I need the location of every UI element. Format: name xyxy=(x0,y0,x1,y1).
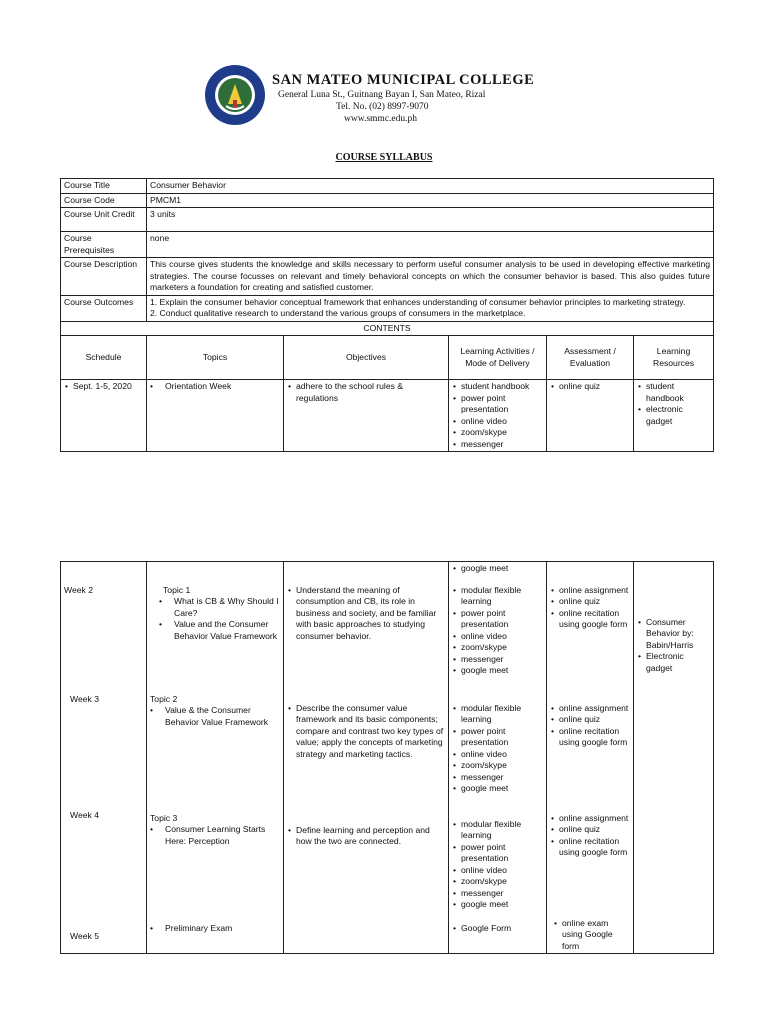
info-label: Course Title xyxy=(61,179,147,194)
col-objectives: Objectives xyxy=(284,336,449,380)
syllabus-table-continued xyxy=(60,561,714,954)
assessment-item: • online quiz xyxy=(550,596,630,608)
col-resources: Learning Resources xyxy=(634,336,714,380)
column-header-row xyxy=(61,336,714,380)
info-row xyxy=(61,208,714,232)
activity-item: • zoom/skype xyxy=(452,876,543,888)
activity-item: • google meet xyxy=(452,665,543,677)
activity-item: • google meet xyxy=(452,563,543,575)
topic-item: • Orientation Week xyxy=(150,381,280,393)
syllabus-table xyxy=(60,178,714,452)
info-value xyxy=(147,295,714,321)
resource-item: • Consumer Behavior by: Babin/Harris xyxy=(637,617,710,652)
topic-item: • Value and the Consumer Behavior Value Framework xyxy=(159,619,280,642)
info-row xyxy=(61,232,714,258)
week-label: Week 3 xyxy=(70,693,99,704)
assessment-item: • online recitation using google form xyxy=(550,608,630,631)
info-row xyxy=(61,258,714,296)
activity-item: • google meet xyxy=(452,899,543,911)
topic-item: • Consumer Learning Starts Here: Perception xyxy=(150,824,280,847)
table-row xyxy=(61,917,714,954)
assessment-item: • online recitation using google form xyxy=(550,726,630,749)
info-label: Course Unit Credit xyxy=(61,208,147,232)
table-row xyxy=(61,693,714,809)
college-tel: Tel. No. (02) 8997-9070 xyxy=(336,102,429,112)
activity-item: • messenger xyxy=(452,772,543,784)
col-activities: Learning Activities / Mode of Delivery xyxy=(449,336,547,380)
week-label: Week 4 xyxy=(70,809,99,820)
info-label: Course Code xyxy=(61,193,147,208)
info-row xyxy=(61,193,714,208)
activity-item: • power point presentation xyxy=(452,608,543,631)
activity-item: • messenger xyxy=(452,654,543,666)
activity-item: • student handbook xyxy=(452,381,543,393)
topic-item: • What is CB & Why Should I Care? xyxy=(159,596,280,619)
week-label: Week 5 xyxy=(70,930,99,941)
info-value: none xyxy=(147,232,714,258)
assessment-item: • online recitation using google form xyxy=(550,836,630,859)
college-website[interactable]: www.smmc.edu.ph xyxy=(344,114,417,124)
activity-item: • modular flexible learning xyxy=(452,703,543,726)
activity-item: • power point presentation xyxy=(452,726,543,749)
table-row xyxy=(61,380,714,452)
info-value: This course gives students the knowledge and skills necessary to perform useful consumer analysis to be used in developing effective marketing strategies. The course focusses on relevant and timely behavioral concepts on which the consumer behavior is based. This also guides future marketers a foundation for creating and satisfied customer. xyxy=(147,258,714,296)
info-value: PMCM1 xyxy=(147,193,714,208)
college-seal-icon xyxy=(204,64,266,126)
activity-item: • messenger xyxy=(452,439,543,451)
resource-item: • student handbook xyxy=(637,381,710,404)
info-row xyxy=(61,179,714,194)
info-label: Course Description xyxy=(61,258,147,296)
college-header xyxy=(204,64,584,128)
col-topics: Topics xyxy=(147,336,284,380)
assessment-item: • online assignment xyxy=(550,813,630,825)
assessment-item: • online assignment xyxy=(550,585,630,597)
activity-item: • messenger xyxy=(452,888,543,900)
outcome-2: 2. Conduct qualitative research to understand the various groups of consumers in the marketplace. xyxy=(150,308,526,318)
contents-heading: CONTENTS xyxy=(61,321,714,336)
info-value: 3 units xyxy=(147,208,714,232)
activity-item: • modular flexible learning xyxy=(452,585,543,608)
topic-title: Topic 3 xyxy=(150,812,178,823)
schedule-item: • Sept. 1-5, 2020 xyxy=(64,381,143,393)
outcome-1: 1. Explain the consumer behavior conceptual framework that enhances understanding of consumer behavior principles to marketing strategy. xyxy=(150,296,686,307)
page-title: COURSE SYLLABUS xyxy=(335,152,433,163)
topic-item: • Preliminary Exam xyxy=(150,923,280,935)
activity-item: • online video xyxy=(452,631,543,643)
assessment-item: • online exam using Google form xyxy=(553,918,630,953)
assessment-item: • online quiz xyxy=(550,381,630,393)
activity-item: • Google Form xyxy=(452,923,543,935)
resource-item: • Electronic gadget xyxy=(637,651,710,674)
activity-item: • online video xyxy=(452,865,543,877)
activity-item: • power point presentation xyxy=(452,393,543,416)
col-assessment: Assessment / Evaluation xyxy=(547,336,634,380)
topic-title: Topic 2 xyxy=(150,693,178,704)
table-row xyxy=(61,809,714,917)
activity-item: • online video xyxy=(452,749,543,761)
activity-item: • power point presentation xyxy=(452,842,543,865)
info-label: Course Prerequisites xyxy=(61,232,147,258)
topic-item: • Value & the Consumer Behavior Value Framework xyxy=(150,705,280,728)
activity-item: • zoom/skype xyxy=(452,427,543,439)
info-value: Consumer Behavior xyxy=(147,179,714,194)
objective-item: • Describe the consumer value framework and its basic components; compare and contrast two key types of value; apply the concepts of marketing strategy and marketing tactics. xyxy=(287,703,445,761)
objective-item: • adhere to the school rules & regulations xyxy=(287,381,445,404)
activity-item: • modular flexible learning xyxy=(452,819,543,842)
info-label: Course Outcomes xyxy=(61,295,147,321)
activity-item: • zoom/skype xyxy=(452,760,543,772)
college-address: General Luna St., Guitnang Bayan I, San Mateo, Rizal xyxy=(278,90,486,100)
objective-item: • Understand the meaning of consumption and CB, its role in business and society, and be familiar with basic approaches to studying consumer behavior. xyxy=(287,585,445,643)
activity-item: • online video xyxy=(452,416,543,428)
week-label: Week 2 xyxy=(64,584,93,595)
table-row xyxy=(61,576,714,693)
info-row xyxy=(61,295,714,321)
assessment-item: • online quiz xyxy=(550,714,630,726)
objective-item: • Define learning and perception and how the two are connected. xyxy=(287,825,445,848)
assessment-item: • online quiz xyxy=(550,824,630,836)
activity-item: • google meet xyxy=(452,783,543,795)
college-name: SAN MATEO MUNICIPAL COLLEGE xyxy=(272,72,535,88)
assessment-item: • online assignment xyxy=(550,703,630,715)
resource-item: • electronic gadget xyxy=(637,404,710,427)
col-schedule: Schedule xyxy=(61,336,147,380)
activity-item: • zoom/skype xyxy=(452,642,543,654)
topic-title: Topic 1 xyxy=(163,584,191,595)
